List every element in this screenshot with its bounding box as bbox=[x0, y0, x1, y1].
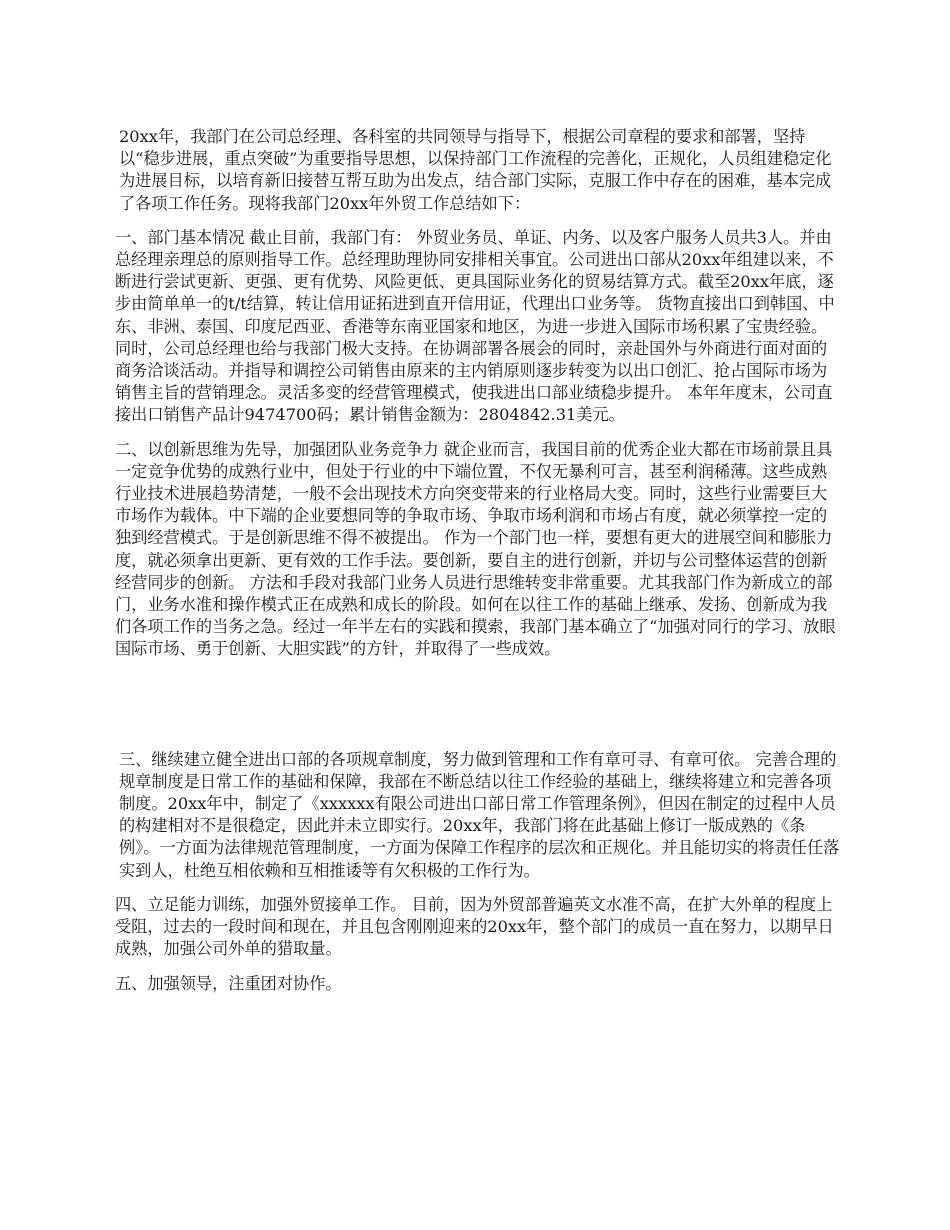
page-gap bbox=[115, 673, 840, 749]
paragraph-intro: 20xx年，我部门在公司总经理、各科室的共同领导与指导下，根据公司章程的要求和部署，坚持以“稳步进展，重点突破”为重要指导思想，以保持部门工作流程的完善化，正规化，人员组建稳定化为进展目标，以培育新旧接替互帮互助为出发点，结合部门实际，克服工作中存在的困难，基本完成了各项工作任务。现将我部门20xx年外贸工作总结如下： bbox=[119, 127, 832, 213]
paragraph-section-3: 三、继续建立健全进出口部的各项规章制度，努力做到管理和工作有章可寻、有章可依。 完善合理的规章制度是日常工作的基础和保障，我部在不断总结以往工作经验的基础上，继续将建立和完善各项制度。20xx年中，制定了《xxxxxx有限公司进出口部日常工作管理条例》，但因在制定的过程中人员的构建相对不是很稳定，因此并未立即实行。20xx年，我部门将在此基础上修订一版成熟的《条例》。一方面为法律规范管理制度，一方面为保障工作程序的层次和正规化。并且能切实的将责任任落实到人，杜绝互相依赖和互相推诿等有欠积极的工作行为。 bbox=[119, 749, 840, 880]
document-body bbox=[115, 126, 840, 1007]
paragraph-section-5: 五、加强领导，注重团对协作。 bbox=[115, 973, 342, 993]
paragraph-section-4: 四、立足能力训练，加强外贸接单工作。 目前，因为外贸部普遍英文水准不高，在扩大外单的程度上受阻，过去的一段时间和现在，并且包含刚刚迎来的20xx年，整个部门的成员一直在努力，以期早日成熟，加强公司外单的猎取量。 bbox=[115, 894, 834, 959]
paragraph-section-2: 二、以创新思维为先导，加强团队业务竞争力 就企业而言，我国目前的优秀企业大都在市场前景且具一定竞争优势的成熟行业中，但处于行业的中下端位置，不仅无暴利可言，甚至利润稀薄。这些成熟行业技术进展趋势清楚，一般不会出现技术方向突变带来的行业格局大变。同时，这些行业需要巨大市场作为载体。中下端的企业要想同等的争取市场、争取市场利润和市场占有度，就必须掌控一定的独到经营模式。于是创新思维不得不被提出。 作为一个部门也一样，要想有更大的进展空间和膨胀力度，就必须拿出更新、更有效的工作手法。要创新，要自主的进行创新，并切与公司整体运营的创新经营同步的创新。 方法和手段对我部门业务人员进行思维转变非常重要。尤其我部门作为新成立的部门，业务水准和操作模式正在成熟和成长的阶段。如何在以往工作的基础上继承、发扬、创新成为我们各项工作的当务之急。经过一年半左右的实践和摸索，我部门基本确立了“加强对同行的学习、放眼国际市场、勇于创新、大胆实践”的方针，并取得了一些成效。 bbox=[115, 439, 836, 659]
paragraph-section-1: 一、部门基本情况 截止目前，我部门有： 外贸业务员、单证、内务、以及客户服务人员共3人。并由总经理亲理总的原则指导工作。总经理助理协同安排相关事宜。公司进出口部从20xx年组建以来，不断进行尝试更新、更强、更有优势、风险更低、更具国际业务化的贸易结算方式。截至20xx年底，逐步由简单单一的t/t结算，转让信用证拓进到直开信用证，代理出口业务等。 货物直接出口到韩国、中东、非洲、泰国、印度尼西亚、香港等东南亚国家和地区，为进一步进入国际市场积累了宝贵经验。同时，公司总经理也给与我部门极大支持。在协调部署各展会的同时，亲赴国外与外商进行面对面的商务洽谈活动。并指导和调控公司销售由原来的主内销原则逐步转变为以出口创汇、抢占国际市场为销售主旨的营销理念。灵活多变的经营管理模式，使我进出口部业绩稳步提升。 本年年度末，公司直接出口销售产品计9474700码；累计销售金额为：2804842.31美元。 bbox=[115, 227, 835, 425]
